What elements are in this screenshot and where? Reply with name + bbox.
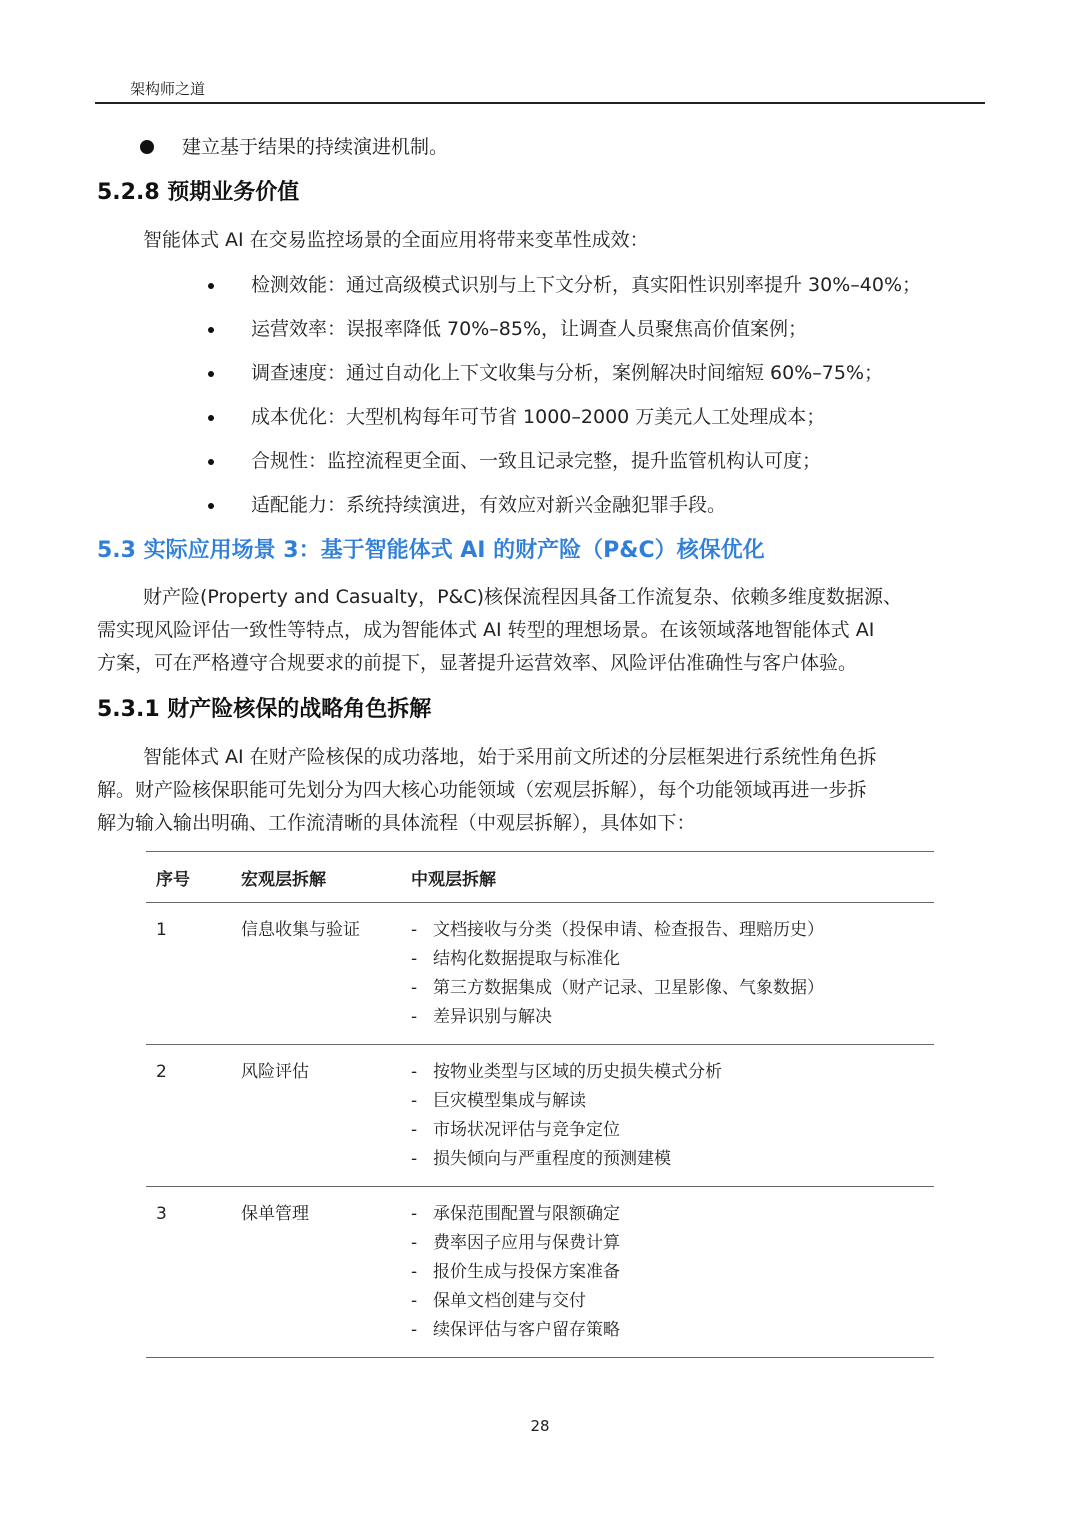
value-list [205,270,921,534]
paragraph-line: 解为输入输出明确、工作流清晰的具体流程（中观层拆解），具体如下： [97,812,696,834]
dash-marker: - [411,978,418,998]
list-item-text: 差异识别与解决 [433,1007,552,1027]
page-number: 28 [530,1417,550,1435]
intro-bullet-text: 建立基于结果的持续演进机制。 [182,136,449,158]
list-item-text: 结构化数据提取与标准化 [433,949,620,969]
dash-marker: - [411,1291,418,1311]
section-531-heading: 5.3.1 财产险核保的战略角色拆解 [97,697,432,722]
list-item-text: 承保范围配置与限额确定 [433,1204,620,1224]
paragraph-line: 方案，可在严格遵守合规要求的前提下，显著提升运营效率、风险评估准确性与客户体验。 [97,652,858,674]
table-row [146,1045,934,1187]
cell-meso [401,903,934,1045]
list-item [411,1229,934,1258]
list-item [205,314,921,358]
cell-no: 2 [146,1045,231,1187]
column-header-macro: 宏观层拆解 [231,852,401,903]
list-item [411,1145,934,1174]
list-item-text: 按物业类型与区域的历史损失模式分析 [433,1062,722,1082]
bullet-dot-icon [208,283,214,289]
bullet-dot-icon [208,371,214,377]
column-header-meso: 中观层拆解 [401,852,934,903]
list-item [411,1116,934,1145]
intro-bullet [140,133,448,161]
dash-marker: - [411,920,418,940]
list-item [411,1058,934,1087]
dash-marker: - [411,1062,418,1082]
list-item-text: 适配能力：系统持续演进，有效应对新兴金融犯罪手段。 [251,494,727,516]
list-item-text: 合规性：监控流程更全面、一致且记录完整，提升监管机构认可度； [251,450,822,472]
section-528-lead: 智能体式 AI 在交易监控场景的全面应用将带来变革性成效： [143,229,649,251]
list-item [411,1287,934,1316]
dash-marker: - [411,949,418,969]
list-item [411,1316,934,1345]
cell-macro: 风险评估 [231,1045,401,1187]
section-53-paragraph [97,581,987,680]
list-item [205,490,921,534]
list-item [411,974,934,1003]
table-header-row [146,852,934,903]
list-item [411,916,934,945]
list-item [411,1087,934,1116]
list-item-text: 调查速度：通过自动化上下文收集与分析，案例解决时间缩短 60%–75%； [251,362,884,384]
bullet-dot-icon [208,415,214,421]
dash-marker: - [411,1320,418,1340]
dash-marker: - [411,1204,418,1224]
paragraph-line: 智能体式 AI 在财产险核保的成功落地，始于采用前文所述的分层框架进行系统性角色拆 [143,746,877,768]
cell-meso [401,1187,934,1358]
sub-list [411,1200,934,1345]
list-item [411,945,934,974]
cell-no: 3 [146,1187,231,1358]
dash-marker: - [411,1120,418,1140]
paragraph-line: 财产险(Property and Casualty，P&C)核保流程因具备工作流复杂、依赖多维度数据源、 [143,586,903,608]
dash-marker: - [411,1091,418,1111]
paragraph-line: 解。财产险核保职能可先划分为四大核心功能领域（宏观层拆解），每个功能领域再进一步拆 [97,779,867,801]
list-item-text: 检测效能：通过高级模式识别与上下文分析，真实阳性识别率提升 30%–40%； [251,274,922,296]
section-53-heading: 5.3 实际应用场景 3：基于智能体式 AI 的财产险（P&C）核保优化 [97,538,765,563]
list-item-text: 损失倾向与严重程度的预测建模 [433,1149,671,1169]
cell-macro: 保单管理 [231,1187,401,1358]
list-item [205,402,921,446]
list-item-text: 文档接收与分类（投保申请、检查报告、理赔历史） [433,920,824,940]
dash-marker: - [411,1233,418,1253]
bullet-dot-icon [208,459,214,465]
list-item-text: 成本优化：大型机构每年可节省 1000–2000 万美元人工处理成本； [251,406,826,428]
list-item-text: 费率因子应用与保费计算 [433,1233,620,1253]
sub-list [411,916,934,1032]
section-528-heading: 5.2.8 预期业务价值 [97,180,300,205]
sub-list [411,1058,934,1174]
list-item [411,1258,934,1287]
bullet-dot-icon [140,140,154,154]
list-item-text: 续保评估与客户留存策略 [433,1320,620,1340]
list-item-text: 第三方数据集成（财产记录、卫星影像、气象数据） [433,978,824,998]
cell-no: 1 [146,903,231,1045]
list-item-text: 市场状况评估与竞争定位 [433,1120,620,1140]
decomposition-table [146,851,934,1358]
dash-marker: - [411,1262,418,1282]
cell-macro: 信息收集与验证 [231,903,401,1045]
list-item-text: 保单文档创建与交付 [433,1291,586,1311]
list-item [205,358,921,402]
list-item-text: 运营效率：误报率降低 70%–85%，让调查人员聚焦高价值案例； [251,318,808,340]
header-rule [95,102,985,104]
table-row [146,903,934,1045]
section-531-paragraph [97,741,987,840]
running-header: 架构师之道 [130,80,206,98]
bullet-dot-icon [208,503,214,509]
list-item [205,446,921,490]
paragraph-line: 需实现风险评估一致性等特点，成为智能体式 AI 转型的理想场景。在该领域落地智能体式 AI [97,619,875,641]
column-header-no: 序号 [146,852,231,903]
dash-marker: - [411,1007,418,1027]
dash-marker: - [411,1149,418,1169]
table-row [146,1187,934,1358]
list-item [411,1200,934,1229]
list-item [205,270,921,314]
list-item-text: 报价生成与投保方案准备 [433,1262,620,1282]
list-item-text: 巨灾模型集成与解读 [433,1091,586,1111]
list-item [411,1003,934,1032]
bullet-dot-icon [208,327,214,333]
cell-meso [401,1045,934,1187]
